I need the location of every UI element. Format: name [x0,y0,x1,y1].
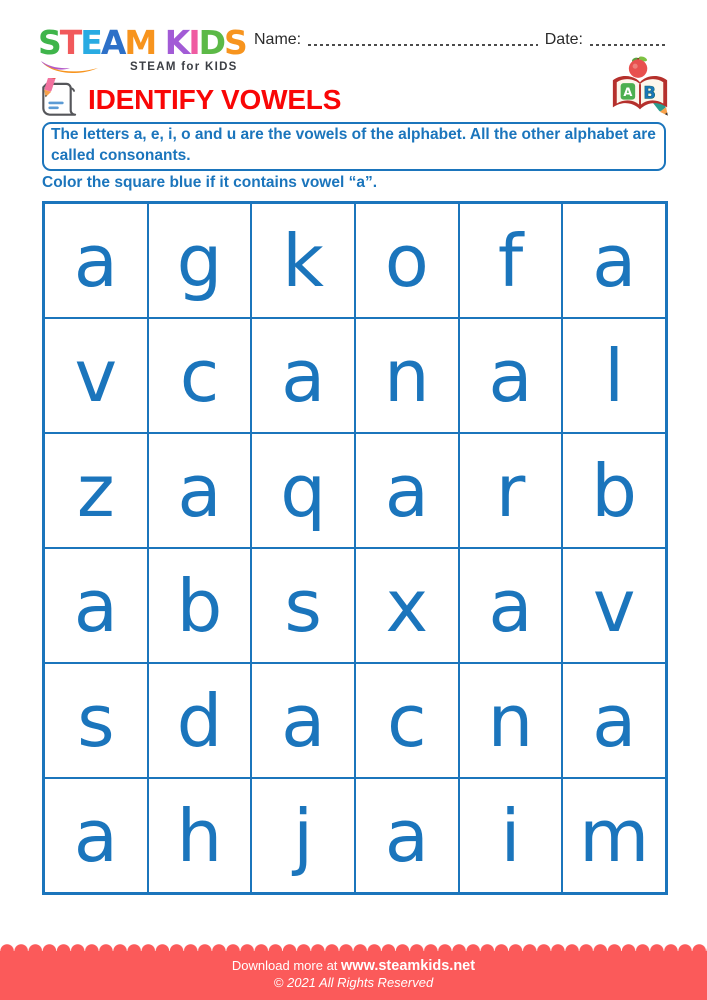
grid-cell-r5c4[interactable]: c [355,663,459,778]
grid-cell-r2c4[interactable]: n [355,318,459,433]
logo-subrow [38,60,246,73]
grid-cell-r2c5[interactable]: a [459,318,563,433]
name-label: Name: [254,31,302,48]
svg-text:B: B [643,83,656,103]
task-instruction: Color the square blue if it contains vowel “a”. [42,174,378,191]
header-fields [254,31,668,49]
instruction-text: The letters a, e, i, o and u are the vowels of the alphabet. All the other alphabet are called consonants. [51,126,656,164]
logo-letter: E [80,23,101,62]
letter-grid [42,201,668,895]
grid-cell-r2c1[interactable]: v [44,318,148,433]
grid-cell-r6c2[interactable]: h [148,778,252,893]
logo-letter: S [224,23,246,62]
grid-cell-r1c2[interactable]: g [148,203,252,318]
grid-cell-r2c3[interactable]: a [251,318,355,433]
footer-url[interactable]: www.steamkids.net [341,958,476,974]
grid-cell-r4c2[interactable]: b [148,548,252,663]
grid-cell-r3c6[interactable]: b [562,433,666,548]
grid-cell-r4c3[interactable]: s [251,548,355,663]
logo-letter: D [198,23,224,62]
instruction-box [42,122,666,171]
grid-cell-r3c3[interactable]: q [251,433,355,548]
grid-cell-r1c5[interactable]: f [459,203,563,318]
grid-cell-r5c5[interactable]: n [459,663,563,778]
grid-cell-r3c4[interactable]: a [355,433,459,548]
date-input-line[interactable] [590,44,668,46]
grid-cell-r5c2[interactable]: d [148,663,252,778]
grid-cell-r3c1[interactable]: z [44,433,148,548]
footer-copyright: © 2021 All Rights Reserved [273,975,434,990]
logo-wordmark [38,23,246,62]
grid-cell-r2c2[interactable]: c [148,318,252,433]
name-input-line[interactable] [308,44,538,46]
grid-cell-r3c2[interactable]: a [148,433,252,548]
logo-subtitle: STEAM for KIDS [130,60,238,73]
date-label: Date: [544,31,583,48]
grid-cell-r5c3[interactable]: a [251,663,355,778]
logo-swoosh-icon [40,60,124,73]
pencil-scroll-icon [36,78,79,121]
grid-cell-r1c1[interactable]: a [44,203,148,318]
svg-text:A: A [623,85,633,100]
grid-cell-r1c3[interactable]: k [251,203,355,318]
grid-cell-r4c4[interactable]: x [355,548,459,663]
grid-cell-r4c1[interactable]: a [44,548,148,663]
footer-download-line [0,958,707,974]
abc-book-icon [609,54,671,122]
page-title: IDENTIFY VOWELS [88,83,342,115]
grid-cell-r1c6[interactable]: a [562,203,666,318]
logo-letter: S [38,23,60,62]
grid-cell-r6c5[interactable]: i [459,778,563,893]
grid-cell-r1c4[interactable]: o [355,203,459,318]
footer [0,951,707,1000]
grid-cell-r5c1[interactable]: s [44,663,148,778]
logo-letter: T [59,23,81,62]
title-row [36,78,341,121]
footer-prefix: Download more at [231,958,338,973]
grid-cell-r6c1[interactable]: a [44,778,148,893]
logo-letter [155,23,165,62]
grid-cell-r3c5[interactable]: r [459,433,563,548]
logo-letter: I [188,23,199,62]
logo-letter: M [124,23,156,62]
scallop-edge [0,944,707,951]
steamkids-logo [38,23,246,73]
logo-letter: K [164,23,189,62]
grid-cell-r6c3[interactable]: j [251,778,355,893]
grid-cell-r4c5[interactable]: a [459,548,563,663]
grid-cell-r6c4[interactable]: a [355,778,459,893]
logo-letter: A [100,23,125,62]
grid-cell-r6c6[interactable]: m [562,778,666,893]
grid-cell-r2c6[interactable]: l [562,318,666,433]
grid-cell-r5c6[interactable]: a [562,663,666,778]
grid-cell-r4c6[interactable]: v [562,548,666,663]
